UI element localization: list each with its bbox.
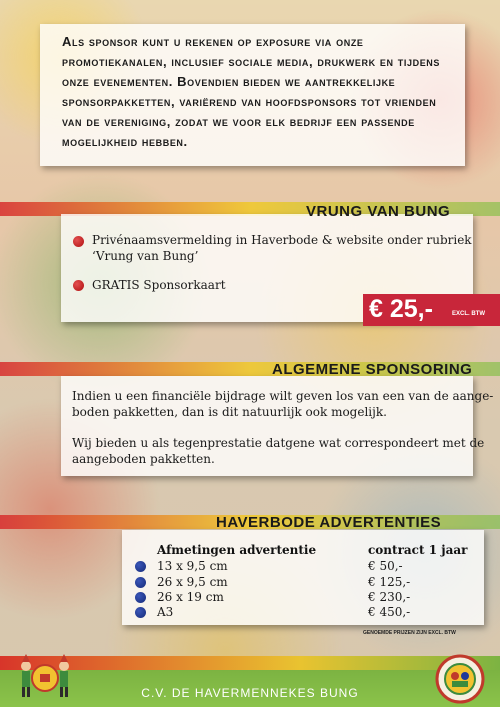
ad-size: 26 x 19 cm [157, 590, 224, 604]
mascot-logo [14, 652, 76, 700]
club-seal-logo [434, 654, 486, 704]
haverbode-title: HAVERBODE ADVERTENTIES [216, 514, 442, 531]
bullet-icon [135, 607, 146, 618]
bullet-icon [73, 280, 84, 291]
ad-price: € 230,- [368, 590, 411, 604]
vrung-item-1-line-2: ‘Vrung van Bung’ [92, 249, 199, 263]
algemene-title: ALGEMENE SPONSORING [272, 361, 473, 378]
ad-size: 26 x 9,5 cm [157, 575, 228, 589]
vrung-item-1-line-1: Privénaamsvermelding in Haverbode & website onder rubriek [92, 233, 472, 247]
price-footnote: GENOEMDE PRIJZEN ZIJN EXCL. BTW [363, 630, 456, 636]
ad-price: € 125,- [368, 575, 411, 589]
algemene-p2-line-2: aangeboden pakketten. [72, 452, 215, 466]
vrung-title: VRUNG VAN BUNG [306, 203, 451, 220]
table-header-price: contract 1 jaar [368, 543, 468, 557]
bullet-icon [135, 561, 146, 572]
ad-size: A3 [157, 605, 174, 619]
ad-price: € 450,- [368, 605, 411, 619]
ad-price: € 50,- [368, 559, 403, 573]
algemene-p1-line-2: boden pakketten, dan is dit natuurlijk ook mogelijk. [72, 405, 387, 419]
club-name: C.V. DE HAVERMENNEKES BUNG [141, 686, 359, 700]
vrung-item-2: GRATIS Sponsorkaart [92, 278, 226, 292]
intro-panel [40, 24, 465, 166]
algemene-p1-line-1: Indien u een financiële bijdrage wilt geven los van een van de aange- [72, 389, 494, 403]
bullet-icon [135, 577, 146, 588]
algemene-p2-line-1: Wij bieden u als tegenprestatie datgene wat correspondeert met de [72, 436, 485, 450]
ad-size: 13 x 9,5 cm [157, 559, 228, 573]
bullet-icon [135, 592, 146, 603]
vrung-price: € 25,- [369, 295, 433, 323]
vrung-price-note: EXCL. BTW [452, 311, 485, 317]
intro-text: Als sponsor kunt u rekenen op exposure via onze promotiekanalen, inclusief sociale media, drukwerk en tijdens onze evenementen. Bovendien bieden we aantrekkelijke sponsorpakketten, variërend van hoofdsponsors tot vrienden van de vereniging, zodat we voor elk bedrijf een passende mogelijkheid hebben. [62, 34, 441, 149]
table-header-size: Afmetingen advertentie [157, 543, 317, 557]
bullet-icon [73, 236, 84, 247]
